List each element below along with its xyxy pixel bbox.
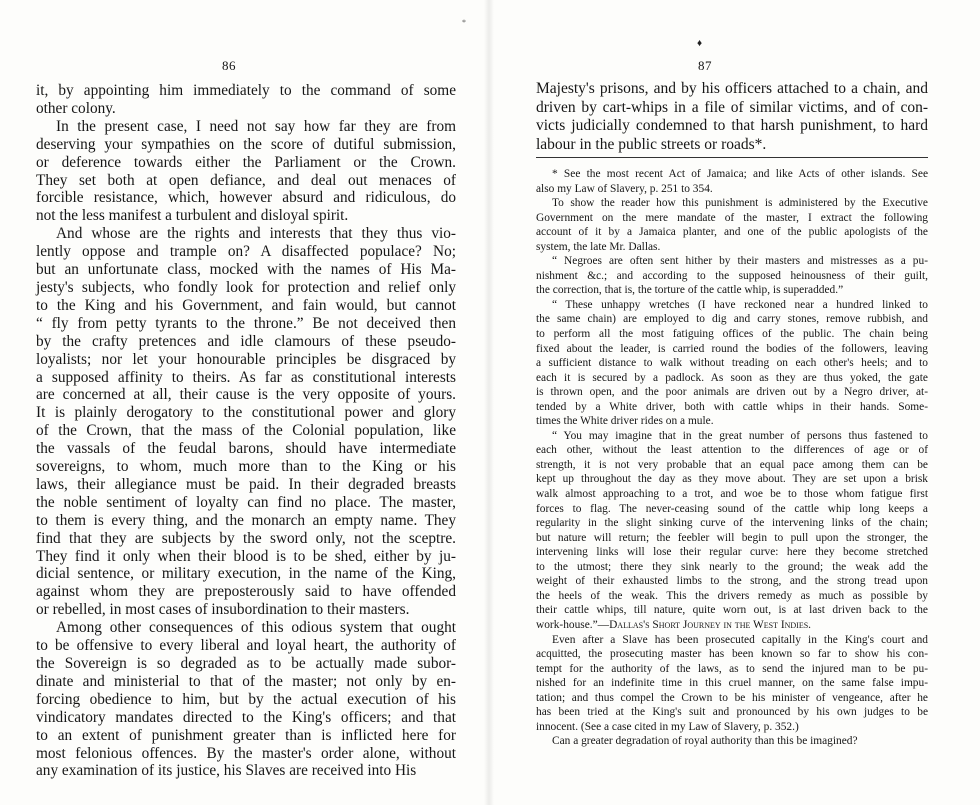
text-line: a supposed affinity to theirs. As far as constitutional interests xyxy=(36,368,456,386)
footnote-line: tended by a White driver, both with cattle whips in their hands. Some- xyxy=(536,400,928,413)
text-line: victs judicially condemned to that harsh punishment, to hard xyxy=(536,117,928,135)
margin-mark: * xyxy=(462,18,466,27)
footnote-line: their cattle whips, till nature, quite worn out, is at last driven back to the xyxy=(536,604,928,617)
text-line: lently oppose and trample on? A disaffected populace? No; xyxy=(36,243,456,261)
text-line: to an extent of punishment greater than is inflicted here for xyxy=(36,726,456,744)
page-number: 87 xyxy=(698,58,712,73)
text-line: to them is every thing, and the monarch an empty name. They xyxy=(36,511,456,529)
footnote-line: forces to flag. The never-ceasing sound of the cattle whip long keeps a xyxy=(536,502,928,515)
footnote-line: work-house.”—Dallas's Short Journey in the West Indies. xyxy=(536,618,812,631)
text-line: not the less manifest a turbulent and disloyal spirit. xyxy=(36,207,349,225)
footnote-line: the same chain) are employed to dig and carry stones, remove rubbish, and xyxy=(536,313,928,326)
footnote-line: but nature will return; the feebler will begin to pull upon the stronger, the xyxy=(536,531,928,544)
text-line: dicial sentence, or military execution, in the name of the King, xyxy=(36,565,456,583)
footnote-line: “ Negroes are often sent hither by their masters and mistresses as a pu- xyxy=(552,255,928,268)
footnote-line: system, the late Mr. Dallas. xyxy=(536,240,661,253)
footnote-line: Can a greater degradation of royal authority than this be imagined? xyxy=(552,735,858,748)
footnote-line: nishment &c.; and according to the supposed heinousness of their guilt, xyxy=(536,269,928,282)
text-line: by the crafty pretences and idle clamours of these pseudo- xyxy=(36,332,456,350)
page-number: 86 xyxy=(222,58,236,73)
citation-small-caps: Dallas's Short Journey in the West Indies. xyxy=(609,618,812,631)
text-line: laws, their allegiance must be paid. In their degraded breasts xyxy=(36,475,456,493)
footnote-line: tation; and thus compel the Crown to be his minister of vengeance, after he xyxy=(536,691,928,704)
footnote-line: innocent. (See a case cited in my Law of Slavery, p. 352.) xyxy=(536,720,799,733)
text-line: it, by appointing him immediately to the command of some xyxy=(36,82,456,99)
text-line: In the present case, I need not say how far they are from xyxy=(56,117,456,135)
footnote-line: is thrown open, and the poor animals are driven out by a Negro driver, at- xyxy=(536,386,928,399)
footnote-line: times the White driver rides on a mule. xyxy=(536,415,714,428)
footnote-line: weight of their exhausted limbs to the strong, and the strong tread upon xyxy=(536,575,928,588)
text-line: dinate and ministerial to that of the master; not only by en- xyxy=(36,672,456,690)
left-page xyxy=(0,0,484,805)
text-line: forcible resistance, which, however absurd and ridiculous, do xyxy=(36,189,456,207)
text-line: And whose are the rights and interests that they thus vio- xyxy=(56,225,456,243)
text-line: They find it only when their blood is to be shed, either by ju- xyxy=(36,547,456,565)
footnote-line: * See the most recent Act of Jamaica; and like Acts of other islands. See xyxy=(552,168,928,180)
footnote-line: fixed about the leader, is carried round the bodies of the followers, leaving xyxy=(536,342,928,355)
text-line: deserving your sympathies on the score of dutiful submission, xyxy=(36,135,456,153)
footnote-line: tempt for the authority of the laws, as to send the injured man to be pu- xyxy=(536,662,928,675)
footnotes xyxy=(536,167,928,749)
footnote-line: account of it by a Jamaica planter, and one of the public apologists of the xyxy=(536,226,928,239)
footnote-line: acquitted, the prosecuting master has been known so far to show his con- xyxy=(536,648,928,661)
text-line: find that they are subjects by the sword only, not the sceptre. xyxy=(36,529,456,547)
text-line: loyalists; nor let your honourable principles be disgraced by xyxy=(36,350,456,368)
right-page xyxy=(494,0,980,805)
text-line: the vassals of the feudal barons, should have intermediate xyxy=(36,440,456,458)
text-line: any examination of its justice, his Slaves are received into His xyxy=(36,762,417,780)
text-line: other colony. xyxy=(36,99,116,117)
footnote-line: the heels of the weak. This the drivers remedy as much as possible by xyxy=(536,589,928,602)
footnote-line: To show the reader how this punishment is administered by the Executive xyxy=(552,197,928,210)
footnote-line: walk almost approaching to a trot, and woe be to those whom fatigue first xyxy=(536,488,928,501)
text-line: They set both at open defiance, and deal out menaces of xyxy=(36,171,456,189)
text-line: of the Crown, that the mass of the Colonial population, like xyxy=(36,422,456,440)
footnote-line: nished for an indefinite time in this cruel manner, on the same false impu- xyxy=(536,677,928,690)
footnote-line: the correction, that is, the torture of the cattle whip, is superadded.” xyxy=(536,284,844,297)
text-line: most felonious offences. By the master's order alone, without xyxy=(36,744,456,762)
text-line: jesty's subjects, who fondly look for protection and relief only xyxy=(36,278,456,296)
text-line: the noble sentiment of loyalty can find no place. The master, xyxy=(36,493,456,511)
text-line: against whom they are preposterously said to have offended xyxy=(36,583,456,601)
diamond-ornament-icon: ♦ xyxy=(697,38,703,49)
text-line: forcing obedience to him, but by the actual execution of his xyxy=(36,690,456,708)
text-line: sovereigns, to whom, much more than to the King or his xyxy=(36,458,456,476)
text-line: or rebelled, in most cases of insubordination to their masters. xyxy=(36,601,410,619)
footnote-line: each it is secured by a padlock. As soon as they are thus yoked, the gate xyxy=(536,371,928,384)
text-line: but an unfortunate class, mocked with the names of His Ma- xyxy=(36,261,456,279)
footnote-line: Even after a Slave has been prosecuted capitally in the King's court and xyxy=(552,633,928,646)
footnote-line: kept up throughout the day as they move about. They are set upon a brisk xyxy=(536,473,928,486)
text-line: vindicatory mandates directed to the King's officers; and that xyxy=(36,708,456,726)
footnote-line: to perform all the most fatiguing offices of the public. The chain being xyxy=(536,328,928,341)
left-page-body xyxy=(36,82,456,780)
footnote-line: has been tried at the King's suit and pronounced by his own judges to be xyxy=(536,706,928,719)
text-line: “ fly from petty tyrants to the throne.” Be not deceived then xyxy=(36,314,456,332)
footnote-line: “ You may imagine that in the great number of persons thus fastened to xyxy=(552,429,928,442)
text-line: to be offensive to every liberal and loyal heart, the authority of xyxy=(36,637,456,655)
right-page-body xyxy=(536,80,928,154)
footnote-line: regularity in the slight sinking curve of the intervening links of the chain; xyxy=(536,517,928,530)
footnote-line: “ These unhappy wretches (I have reckoned near a hundred linked to xyxy=(552,298,928,311)
text-line: driven by cart-whips in a file of similar victims, and of con- xyxy=(536,98,928,116)
footnote-line: Government on the mere mandate of the master, I extract the following xyxy=(536,211,928,224)
footnote-line: intervening links will lose their regular curve: here they become stretched xyxy=(536,546,928,559)
footnote-line: strength, it is not very probable that an equal pace among them can be xyxy=(536,458,928,471)
text-line: labour in the public streets or roads*. xyxy=(536,135,767,153)
text-line: or deference towards either the Parliament or the Crown. xyxy=(36,153,456,171)
text-line: Majesty's prisons, and by his officers attached to a chain, and xyxy=(536,80,928,97)
book-gutter xyxy=(484,0,494,805)
text-line: the Sovereign is so degraded as to be actually made subor- xyxy=(36,655,456,672)
footnote-line: to the utmost; there they sink nearly to the ground; the weak add the xyxy=(536,560,928,573)
footnote-rule xyxy=(536,157,928,158)
footnote-line: a sufficient distance to walk without treading on each other's heels; and to xyxy=(536,357,928,370)
footnote-line: also my Law of Slavery, p. 251 to 354. xyxy=(536,182,713,195)
text-line: are concerned at all, their cause is the very opposite of yours. xyxy=(36,386,456,404)
text-line: It is plainly derogatory to the constitutional power and glory xyxy=(36,404,456,422)
footnote-line: each other, without the least attention to the differences of age or of xyxy=(536,444,928,457)
text-line: Among other consequences of this odious system that ought xyxy=(56,619,456,637)
text-line: to the King and his Government, and fain would, but cannot xyxy=(36,296,456,314)
